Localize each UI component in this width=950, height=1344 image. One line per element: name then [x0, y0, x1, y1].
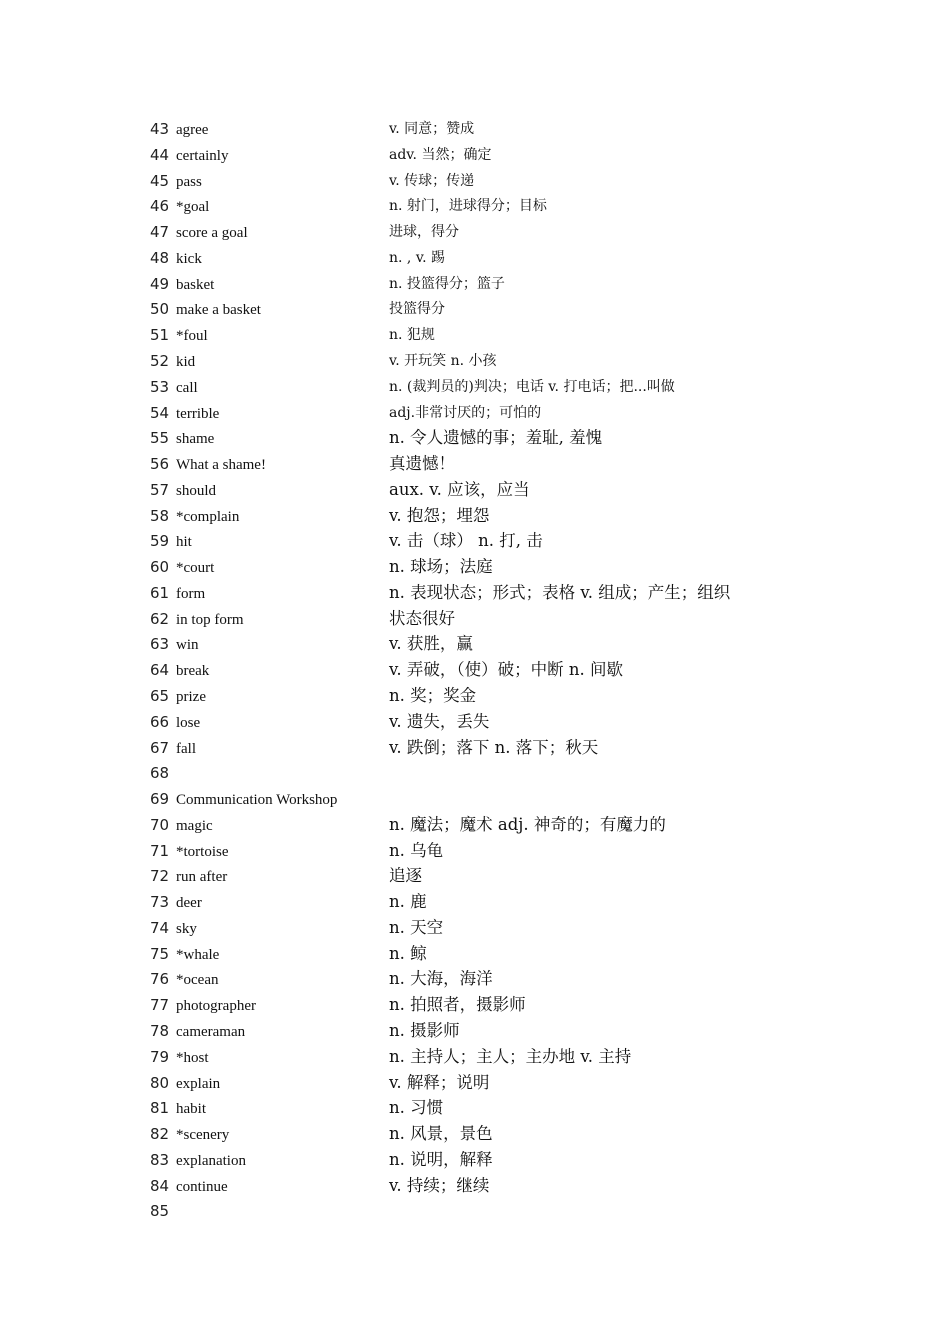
entry-definition: 真遗憾！: [389, 454, 455, 473]
entry-word: *tortoise: [176, 843, 229, 860]
entry-number: 72: [150, 867, 170, 886]
entry-number: 49: [150, 274, 170, 293]
entry-definition: v. 抱怨；埋怨: [389, 505, 490, 525]
entry-number: 76: [150, 970, 170, 989]
vocab-row: [150, 917, 850, 942]
entry-word: shame: [176, 431, 215, 448]
entry-word: fall: [176, 740, 196, 757]
vocab-row: [150, 891, 850, 916]
vocab-row: [150, 608, 850, 633]
entry-definition: v. 同意；赞成: [389, 121, 475, 137]
entry-number: 53: [150, 377, 170, 396]
entry-definition: 进球，得分: [389, 224, 459, 241]
entry-word: call: [176, 379, 198, 396]
entry-word: Communication Workshop: [176, 792, 338, 808]
entry-word: break: [176, 663, 210, 680]
vocab-row: [150, 505, 850, 530]
entry-number: 65: [150, 686, 170, 705]
entry-definition: 投篮得分: [389, 301, 445, 318]
entry-number: 43: [150, 120, 170, 138]
entry-number: 55: [150, 429, 170, 448]
entry-word: kid: [176, 353, 196, 370]
entry-number: 52: [150, 351, 170, 370]
entry-word: make a basket: [176, 302, 261, 319]
entry-definition: n. 表现状态；形式；表格 v. 组成；产生；组织: [389, 582, 731, 602]
entry-definition: v. 开玩笑 n. 小孩: [389, 352, 497, 369]
entry-definition: n. 令人遗憾的事；羞耻, 羞愧: [389, 428, 603, 448]
entry-word: score a goal: [176, 225, 248, 242]
entry-number: 66: [150, 712, 170, 731]
vocab-row: [150, 556, 850, 581]
vocab-row: [150, 1046, 850, 1071]
entry-definition: v. 击（球） n. 打, 击: [389, 531, 543, 551]
entry-definition: n. 投篮得分；篮子: [389, 275, 505, 292]
entry-number: 67: [150, 738, 170, 757]
vocab-row: [150, 788, 850, 813]
entry-word: continue: [176, 1178, 228, 1195]
entry-definition: n. 说明，解释: [389, 1149, 493, 1169]
entry-word: in top form: [176, 611, 244, 628]
vocab-row: [150, 1200, 850, 1225]
vocab-row: [150, 118, 850, 143]
entry-number: 58: [150, 506, 170, 525]
entry-definition: n. 魔法；魔术 adj. 神奇的；有魔力的: [389, 814, 666, 834]
entry-word: magic: [176, 817, 213, 834]
entry-number: 83: [150, 1150, 170, 1169]
vocab-row: [150, 1072, 850, 1097]
entry-definition: v. 弄破，（使）破；中断 n. 间歇: [389, 660, 623, 680]
vocab-row: [150, 994, 850, 1019]
vocab-row: [150, 350, 850, 375]
entry-definition: n. 鹿: [389, 892, 427, 912]
vocab-row: [150, 247, 850, 272]
entry-word: lose: [176, 714, 201, 731]
vocab-row: [150, 479, 850, 504]
entry-word: kick: [176, 250, 202, 267]
entry-number: 68: [150, 764, 170, 783]
entry-word: win: [176, 637, 199, 654]
vocab-row: [150, 1097, 850, 1122]
entry-number: 48: [150, 248, 170, 267]
entry-definition: 状态很好: [389, 608, 455, 628]
entry-word: deer: [176, 895, 202, 912]
entry-number: 80: [150, 1073, 170, 1092]
entry-word: form: [176, 585, 206, 602]
entry-number: 47: [150, 223, 170, 242]
entry-number: 45: [150, 171, 170, 190]
vocab-row: [150, 840, 850, 865]
entry-word: sky: [176, 920, 197, 937]
entry-definition: v. 传球；传递: [389, 172, 475, 189]
vocab-row: [150, 943, 850, 968]
entry-word: should: [176, 482, 217, 499]
entry-word: *ocean: [176, 972, 219, 989]
entry-definition: n. 奖；奖金: [389, 685, 477, 705]
entry-word: *goal: [176, 199, 210, 216]
vocab-row: [150, 298, 850, 323]
entry-definition: v. 获胜，赢: [389, 634, 473, 654]
vocab-row: [150, 376, 850, 401]
entry-definition: adv. 当然；确定: [389, 146, 492, 163]
entry-definition: n. 球场；法庭: [389, 557, 493, 577]
entry-word: *court: [176, 560, 215, 577]
entry-number: 54: [150, 403, 170, 422]
entry-number: 77: [150, 996, 170, 1015]
entry-number: 70: [150, 815, 170, 834]
entry-word: habit: [176, 1101, 206, 1118]
entry-number: 79: [150, 1047, 170, 1066]
vocab-row: [150, 1149, 850, 1174]
vocab-row: [150, 865, 850, 890]
entry-number: 85: [150, 1202, 170, 1221]
entry-word: prize: [176, 688, 206, 705]
entry-definition: n. , v. 踢: [389, 249, 445, 266]
entry-definition: v. 持续；继续: [389, 1175, 490, 1195]
entry-number: 51: [150, 326, 170, 345]
entry-word: hit: [176, 534, 192, 551]
entry-word: pass: [176, 173, 202, 190]
vocab-row: [150, 968, 850, 993]
entry-word: *scenery: [176, 1127, 230, 1143]
vocab-row: [150, 1123, 850, 1148]
entry-number: 57: [150, 480, 170, 499]
entry-word: cameraman: [176, 1023, 246, 1040]
entry-number: 64: [150, 661, 170, 680]
entry-word: basket: [176, 276, 215, 293]
vocab-row: [150, 195, 850, 220]
vocab-row: [150, 1175, 850, 1200]
entry-number: 82: [150, 1125, 170, 1143]
entry-word: run after: [176, 869, 228, 886]
entry-definition: v. 遗失，丢失: [389, 711, 490, 731]
entry-word: terrible: [176, 405, 220, 422]
vocab-row: [150, 273, 850, 298]
vocab-row: [150, 582, 850, 607]
entry-definition: n. 射门，进球得分；目标: [389, 198, 547, 215]
vocab-row: [150, 685, 850, 710]
entry-definition: n. 天空: [389, 917, 444, 937]
entry-definition: n. 犯规: [389, 327, 435, 344]
entry-word: certainly: [176, 147, 229, 164]
entry-number: 71: [150, 841, 170, 860]
entry-definition: v. 解释；说明: [389, 1072, 490, 1092]
entry-number: 73: [150, 893, 170, 912]
vocab-row: [150, 170, 850, 195]
entry-definition: n. 乌龟: [389, 840, 444, 860]
entry-number: 81: [150, 1099, 170, 1118]
entry-number: 44: [150, 145, 170, 164]
vocab-row: [150, 711, 850, 736]
vocab-row: [150, 144, 850, 169]
entry-definition: n. 摄影师: [389, 1020, 460, 1040]
entry-definition: v. 跌倒；落下 n. 落下；秋天: [389, 737, 599, 757]
entry-word: *foul: [176, 328, 208, 345]
entry-definition: n. 主持人；主人；主办地 v. 主持: [389, 1046, 632, 1066]
entry-word: agree: [176, 122, 209, 138]
vocab-row: [150, 737, 850, 762]
entry-number: 84: [150, 1176, 170, 1195]
entry-definition: n. 鲸: [389, 943, 427, 963]
vocab-row: [150, 814, 850, 839]
entry-word: explain: [176, 1075, 221, 1092]
entry-word: *complain: [176, 508, 240, 525]
vocab-row: [150, 427, 850, 452]
entry-number: 56: [150, 455, 170, 473]
entry-number: 61: [150, 583, 170, 602]
vocab-row: [150, 633, 850, 658]
entry-number: 60: [150, 558, 170, 577]
entry-number: 63: [150, 635, 170, 654]
entry-word: explanation: [176, 1152, 246, 1169]
vocab-row: [150, 402, 850, 427]
entry-definition: aux. v. 应该，应当: [389, 479, 530, 499]
vocab-row: [150, 530, 850, 555]
entry-word: *host: [176, 1049, 209, 1066]
entry-number: 46: [150, 197, 170, 216]
vocab-row: [150, 453, 850, 478]
entry-number: 59: [150, 532, 170, 551]
entry-definition: n. 习惯: [389, 1098, 444, 1118]
entry-number: 75: [150, 944, 170, 963]
vocab-row: [150, 324, 850, 349]
vocab-row: [150, 221, 850, 246]
vocab-row: [150, 1020, 850, 1045]
entry-number: 50: [150, 300, 170, 319]
entry-definition: n. 拍照者，摄影师: [389, 995, 526, 1015]
entry-word: photographer: [176, 998, 256, 1015]
entry-word: *whale: [176, 946, 220, 963]
entry-definition: n. (裁判员的)判决；电话 v. 打电话；把...叫做: [389, 378, 675, 395]
entry-definition: n. 风景，景色: [389, 1124, 493, 1143]
entry-definition: adj.非常讨厌的；可怕的: [389, 404, 542, 421]
vocab-row: [150, 659, 850, 684]
entry-number: 74: [150, 918, 170, 937]
vocab-row: [150, 762, 850, 787]
entry-number: 78: [150, 1021, 170, 1040]
entry-word: What a shame!: [176, 457, 266, 473]
entry-number: 62: [150, 609, 170, 628]
entry-definition: n. 大海，海洋: [389, 969, 493, 989]
entry-definition: 追逐: [389, 866, 422, 886]
entry-number: 69: [150, 790, 170, 808]
